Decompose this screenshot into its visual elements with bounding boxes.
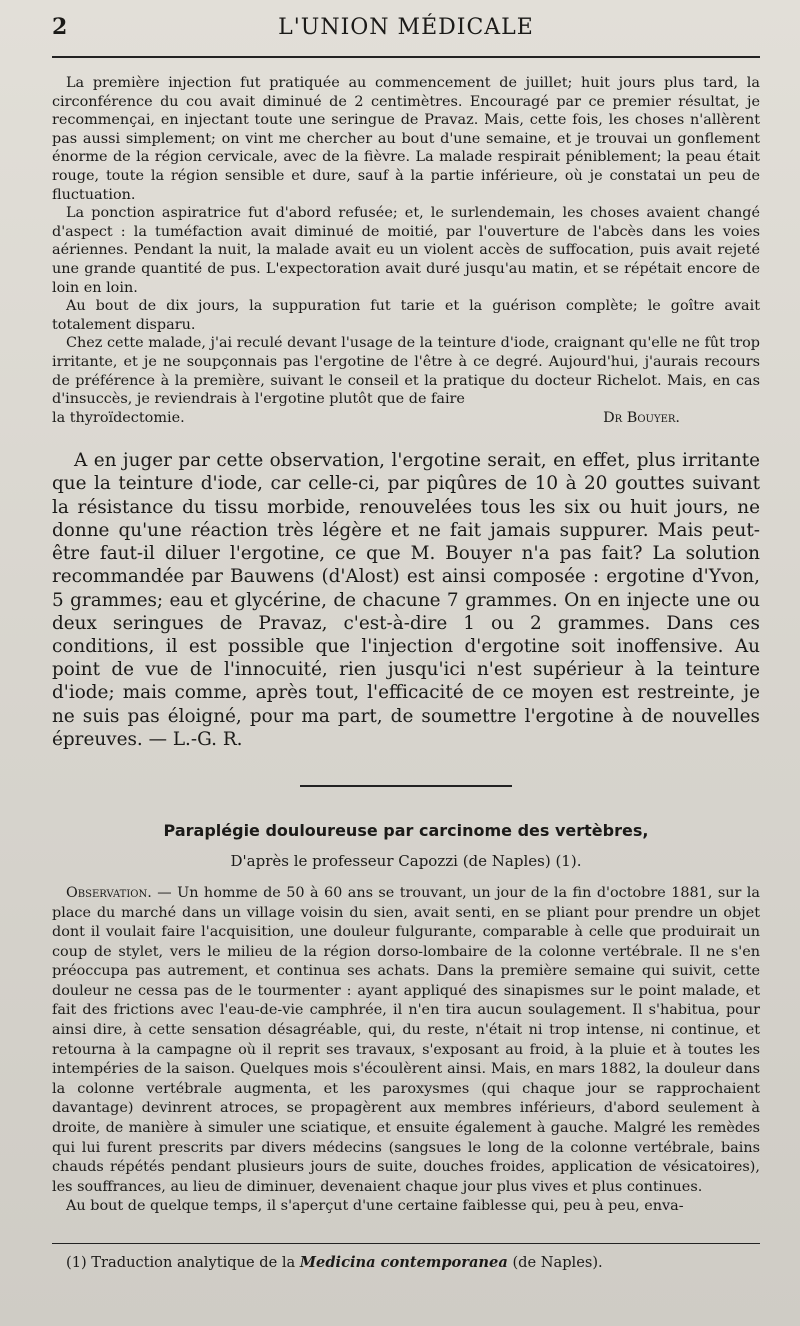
article-section [52,821,760,1217]
letter-paragraph: La première injection fut pratiquée au commencement de juillet; huit jours plus tard, la circonférence du cou avait diminué de 2 centimètres. Encouragé par ce premier résultat, je recommençai, en injectant toute une seringue de Pravaz. Mais, cette fois, les choses n'allèrent pas aussi simplement; on vint me chercher au bout d'une semaine, et je trouvai un gonflement énorme de la région cervicale, avec de la fièvre. La malade respirait péniblement; la peau était rouge, toute la région sensible et dure, sauf à la partie inférieure, où je constatai un peu de fluctuation. [52,75,760,203]
page-header [52,14,760,50]
article-paragraph [52,884,760,1198]
letter-section [52,74,760,427]
commentary-paragraph: A en juger par cette observation, l'ergotine serait, en effet, plus irritante que la teinture d'iode, car celle-ci, par piqûres de 10 à 20 gouttes suivant la résistance du tissu morbide, renouvelées tous les six ou huit jours, ne donne qu'une réaction très légère et ne fait jamais suppurer. Mais peut-être faut-il diluer l'ergotine, ce que M. Bouyer n'a pas fait? La solution recommandée par Bauwens (d'Alost) est ainsi composée : ergotine d'Yvon, 5 grammes; eau et glycérine, de chacune 7 grammes. On en injecte une ou deux seringues de Pravaz, c'est-à-dire 1 ou 2 grammes. Dans ces conditions, il est possible que l'injection d'ergotine soit inoffensive. Au point de vue de l'innocuité, rien jusqu'ici n'est supérieur à la teinture d'iode; mais comme, après tout, l'efficacité de ce moyen est restreinte, je ne suis pas éloigné, pour ma part, de soumettre l'ergotine à de nouvelles épreuves. — L.-G. R. [52,450,760,750]
footnote-suffix: (de Naples). [512,1254,603,1272]
letter-paragraph: Au bout de dix jours, la suppuration fut tarie et la guérison complète; le goître avait totalement disparu. [52,298,760,333]
observation-lead: Observation. [66,884,152,901]
footnote-rule [52,1243,760,1244]
page-number: 2 [52,14,68,40]
editor-commentary [52,449,760,751]
article-paragraph: Au bout de quelque temps, il s'aperçut d'une certaine faiblesse qui, peu à peu, enva- [66,1198,684,1215]
footnote-journal: Medicina contemporanea [299,1254,508,1272]
section-divider [300,785,512,787]
observation-text: — Un homme de 50 à 60 ans se trouvant, un jour de la fin d'octobre 1881, sur la place du marché dans un village voisin du sien, avait senti, en se pliant pour prendre un objet dont il voulait faire l'acquisition, une douleur fulgurante, comparable à celle que produirait un coup de stylet, vers le milieu de la région dorso-lombaire de la colonne vertébrale. Il ne s'en préoccupa pas autrement, et continua ses achats. Dans la première semaine qui suivit, cette douleur ne cessa pas de le tourmenter : ayant appliqué des sinapismes sur le point malade, et fait des frictions avec l'eau-de-vie camphrée, il n'en tira aucun soulagement. Il s'habitua, pour ainsi dire, à cette sensation désagréable, qui, du reste, n'était ni trop intense, ni continue, et retourna à la campagne où il reprit ses travaux, s'exposant au froid, à la pluie et à toutes les intempéries de la saison. Quelques mois s'écoulèrent ainsi. Mais, en mars 1882, la douleur dans la colonne vertébrale augmenta, et les paroxysmes (qui chaque jour se rapprochaient davantage) devinrent atroces, se propagèrent aux membres inférieurs, d'abord seulement à droite, de manière à simuler une sciatique, et ensuite également à gauche. Malgré les remèdes qui lui furent prescrits par divers médecins (sangsues le long de la colonne vertébrale, bains chauds répétés pendant plusieurs jours de suite, douches froides, application de vésicatoires), les souffrances, au lieu de diminuer, devenaient chaque jour plus vives et plus continues. [52,884,760,1195]
header-rule [52,56,760,58]
letter-paragraph: La ponction aspiratrice fut d'abord refusée; et, le surlendemain, les choses avaient changé d'aspect : la tuméfaction avait diminué de moitié, par l'ouverture de l'abcès dans les voies aériennes. Pendant la nuit, la malade avait eu un violent accès de suffocation, puis avait rejeté une grande quantité de pus. L'expectoration avait duré jusqu'au matin, et se répétait encore de loin en loin. [52,205,760,296]
letter-paragraph: Chez cette malade, j'ai reculé devant l'usage de la teinture d'iode, craignant qu'elle ne fût trop irritante, et je ne soupçonnais pas l'ergotine de l'être à ce degré. Aujourd'hui, j'aurais recours de préférence à la première, suivant le conseil et la pratique du docteur Richelot. Mais, en cas d'insuccès, je reviendrais à l'ergotine plutôt que de faire [52,335,760,408]
letter-closing-line [52,409,760,428]
signature: Dr Bouyer. [603,409,680,426]
letter-last-words: la thyroïdectomie. [52,409,185,426]
article-subtitle: D'après le professeur Capozzi (de Naples) (1). [230,851,582,870]
footnote [52,1254,760,1271]
running-title: L'UNION MÉDICALE [278,15,534,40]
article-title: Paraplégie douloureuse par carcinome des vertèbres, [163,820,649,840]
footnote-prefix: (1) Traduction analytique de la [66,1254,296,1272]
